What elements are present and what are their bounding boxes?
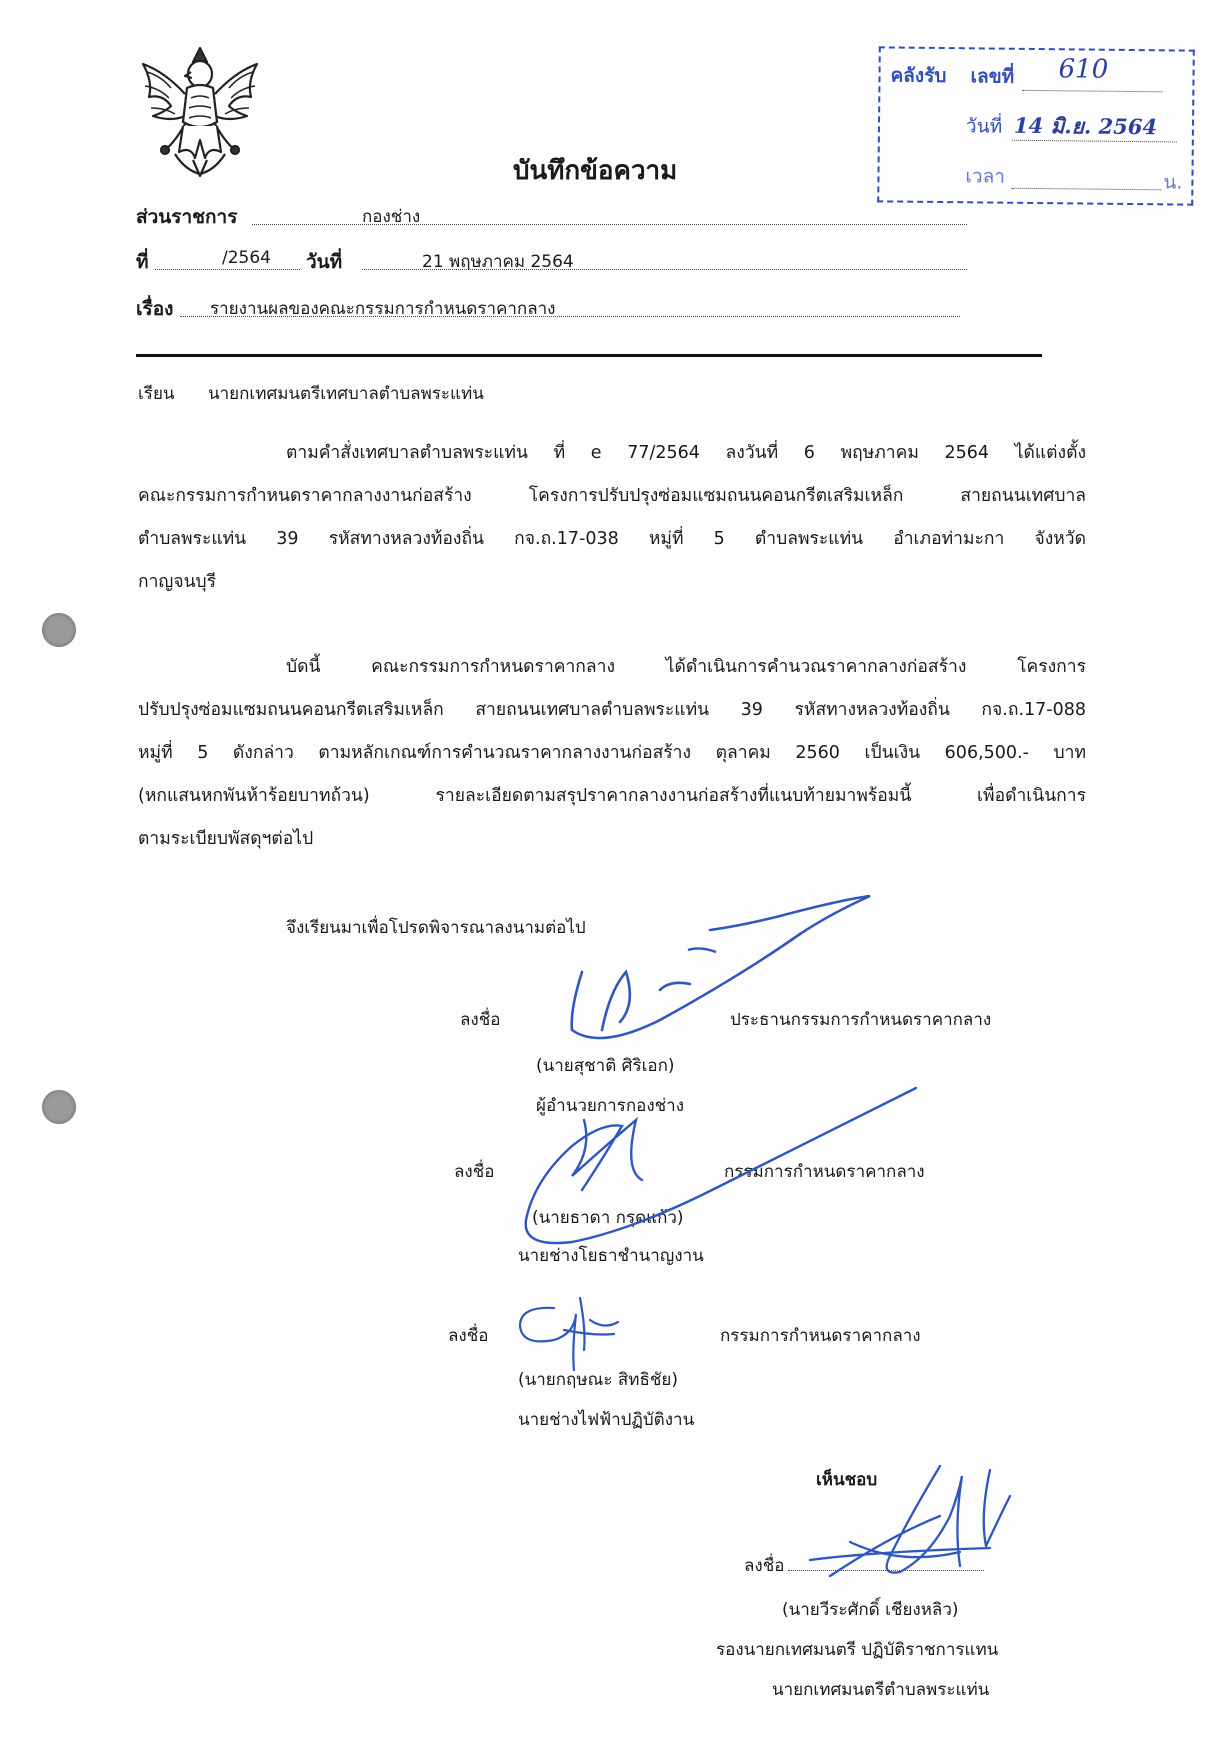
subject-value: รายงานผลของคณะกรรมการกำหนดราคากลาง <box>210 299 556 319</box>
header-divider <box>136 354 1042 357</box>
approval-sign-label: ลงชื่อ <box>744 1556 785 1576</box>
stamp-number-value: 610 <box>1058 54 1109 85</box>
signature-2-position: นายช่างโยธาชำนาญงาน <box>518 1246 704 1266</box>
agency-label: ส่วนราชการ <box>136 206 238 228</box>
signature-1-role: ประธานกรรมการกำหนดราคากลาง <box>730 1010 992 1030</box>
stamp-number-label: เลขที่ <box>970 65 1015 88</box>
ref-line <box>155 269 300 270</box>
approval-heading: เห็นชอบ <box>816 1470 878 1490</box>
paragraph-1-line: คณะกรรมการกำหนดราคากลางงานก่อสร้าง โครงการปรับปรุงซ่อมแซมถนนคอนกรีตเสริมเหล็ก สายถนนเทศบาล <box>138 486 1086 506</box>
agency-value: กองช่าง <box>362 207 421 227</box>
closing-text: จึงเรียนมาเพื่อโปรดพิจารณาลงนามต่อไป <box>286 918 586 938</box>
stamp-time-line <box>1011 188 1161 191</box>
paragraph-1-line: กาญจนบุรี <box>138 572 217 592</box>
paragraph-2-line: บัดนี้ คณะกรรมการกำหนดราคากลาง ได้ดำเนินการคำนวณราคากลางก่อสร้าง โครงการ <box>286 657 1086 677</box>
signature-3-position: นายช่างไฟฟ้าปฏิบัติงาน <box>518 1410 695 1430</box>
paragraph-1 <box>138 432 1086 604</box>
paragraph-1-line: ตามคำสั่งเทศบาลตำบลพระแท่น ที่ e 77/2564 ลงวันที่ 6 พฤษภาคม 2564 ได้แต่งตั้ง <box>286 443 1086 463</box>
signature-3-role: กรรมการกำหนดราคากลาง <box>720 1326 921 1346</box>
handwritten-signature-1 <box>540 880 880 1060</box>
ref-label: ที่ <box>136 251 149 273</box>
date-label: วันที่ <box>306 251 343 273</box>
paragraph-2-line: ปรับปรุงซ่อมแซมถนนคอนกรีตเสริมเหล็ก สายถนนเทศบาลตำบลพระแท่น 39 รหัสทางหลวงท้องถิ่น กจ.ถ.17-088 <box>138 700 1086 720</box>
approval-position-1: รองนายกเทศมนตรี ปฏิบัติราชการแทน <box>716 1640 999 1660</box>
paragraph-2-line: (หกแสนหกพันห้าร้อยบาทถ้วน) รายละเอียดตามสรุปราคากลางงานก่อสร้างที่แนบท้ายมาพร้อมนี้ เพื่อดำเนินการ <box>138 786 1086 806</box>
stamp-time-label: เวลา <box>965 165 1006 188</box>
signature-2-label: ลงชื่อ <box>454 1162 495 1182</box>
paragraph-2-line: ตามระเบียบพัสดุฯต่อไป <box>138 829 314 849</box>
stamp-date-label: วันที่ <box>965 115 1003 138</box>
subject-label: เรื่อง <box>136 298 174 320</box>
approval-position-2: นายกเทศมนตรีตำบลพระแท่น <box>772 1680 990 1700</box>
paragraph-2 <box>138 646 1086 861</box>
signature-3-label: ลงชื่อ <box>448 1326 489 1346</box>
to-label: เรียน <box>138 384 175 404</box>
stamp-time-suffix: น. <box>1163 171 1183 194</box>
receiving-stamp <box>877 46 1195 205</box>
signature-1-position: ผู้อำนวยการกองช่าง <box>536 1096 685 1116</box>
ref-value: /2564 <box>222 248 271 268</box>
signature-3-name: (นายกฤษณะ สิทธิชัย) <box>518 1370 678 1390</box>
signature-1-label: ลงชื่อ <box>460 1010 501 1030</box>
agency-line <box>252 224 967 225</box>
signature-2-name: (นายธาดา กรุดแก้ว) <box>532 1208 684 1228</box>
signature-2-role: กรรมการกำหนดราคากลาง <box>724 1162 925 1182</box>
paragraph-2-line: หมู่ที่ 5 ดังกล่าว ตามหลักเกณฑ์การคำนวณราคากลางงานก่อสร้าง ตุลาคม 2560 เป็นเงิน 606,500.- บาท <box>138 743 1086 763</box>
signature-1-name: (นายสุชาติ ศิริเอก) <box>536 1056 675 1076</box>
stamp-received-label: คลังรับ <box>890 64 947 88</box>
document-title: บันทึกข้อความ <box>513 156 678 186</box>
punch-hole-bottom <box>42 1090 76 1124</box>
approval-sign-line <box>788 1570 984 1571</box>
garuda-emblem-icon <box>135 42 265 178</box>
to-value: นายกเทศมนตรีเทศบาลตำบลพระแท่น <box>208 384 484 404</box>
stamp-date-value: 14 มิ.ย. 2564 <box>1013 112 1158 140</box>
punch-hole-top <box>42 613 76 647</box>
date-value: 21 พฤษภาคม 2564 <box>422 252 574 272</box>
stamp-number-line <box>1022 90 1162 92</box>
paragraph-1-line: ตำบลพระแท่น 39 รหัสทางหลวงท้องถิ่น กจ.ถ.17-038 หมู่ที่ 5 ตำบลพระแท่น อำเภอท่ามะกา จังหวัด <box>138 529 1086 549</box>
approval-name: (นายวีระศักดิ์ เชียงหลิว) <box>782 1600 959 1620</box>
